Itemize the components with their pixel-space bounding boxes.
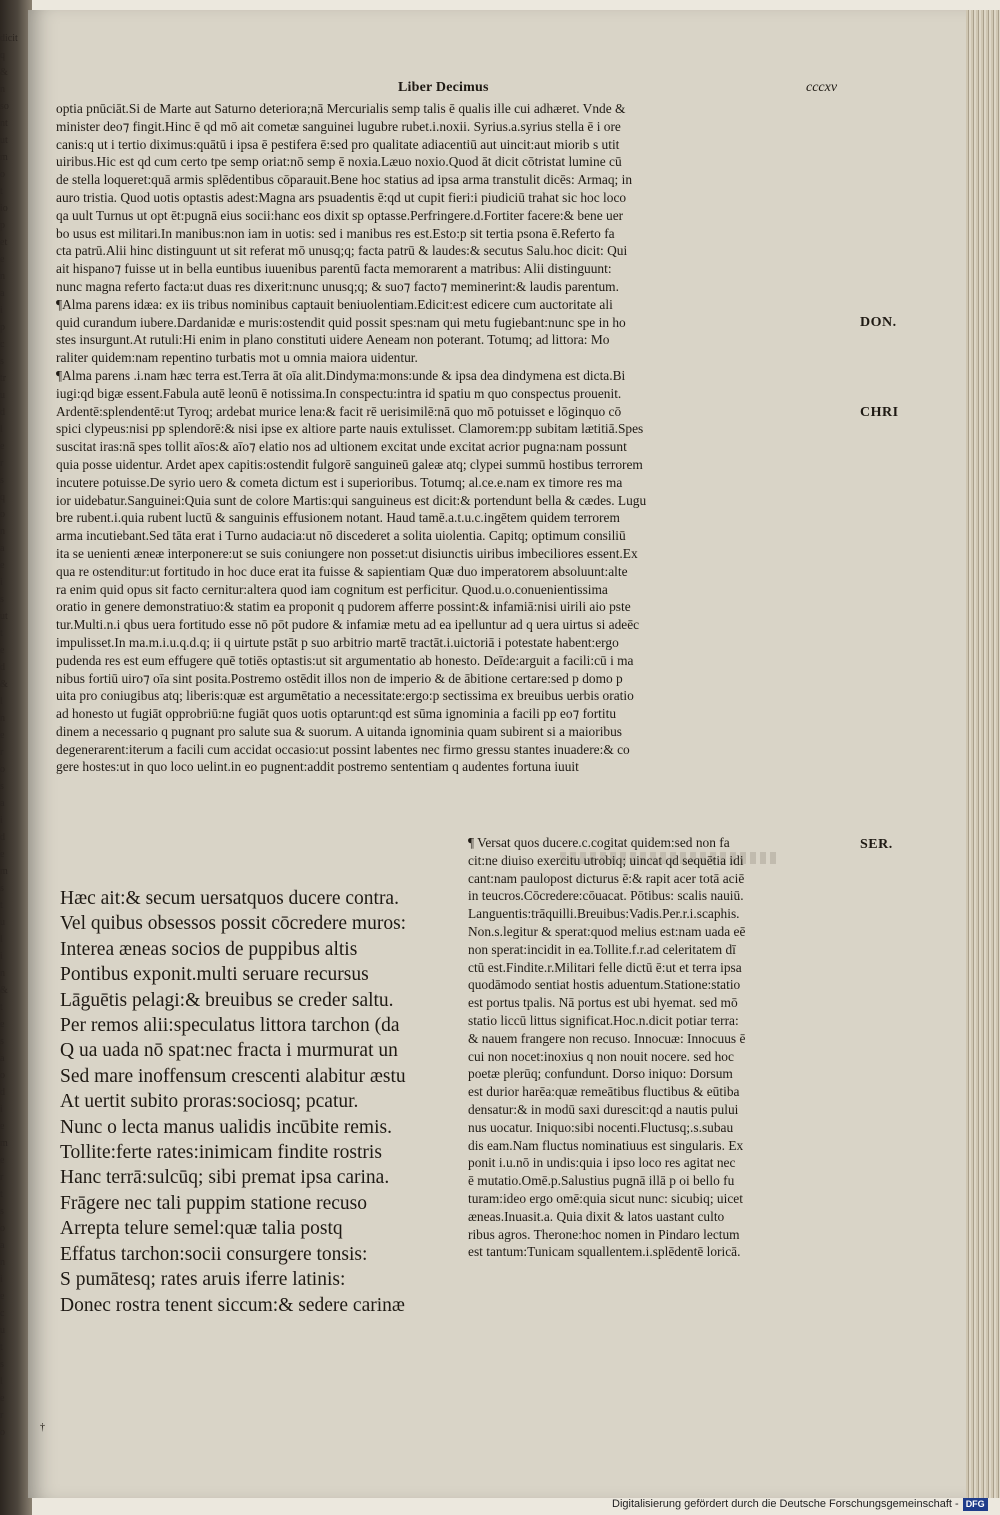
previous-page-fragment: i [0,951,3,962]
servius-line: densatur:& in modū saxi durescit:qd a nautis pului [468,1101,739,1117]
commentary-line: ad honesto ut fugiāt opprobriū:ne fugiāt quos uotis optarunt:qd est sūma ignominia a facili pp eo⁊ fortitu [56,706,617,722]
verse-line: S pumātesq; rates aruis iferre latinis: [60,1269,346,1291]
verse-line: Q ua uada nō spat:nec fracta i murmurat un [60,1040,398,1062]
previous-page-fragment: s [0,1359,4,1370]
previous-page-fragment: s [0,883,4,894]
servius-line: est portus tpalis. Nā portus est ubi hyemat. sed mō [468,995,738,1011]
previous-page-fragment: l [0,424,3,435]
servius-line: Non.s.legitur & sperat:quod melius est:nam uada eē [468,923,746,939]
servius-line: dis eam.Nam fluctus nominatiuus est singularis. Ex [468,1137,744,1153]
small-mark: † [40,1422,45,1433]
previous-page-fragment: e [0,645,5,656]
verse-line: Per remos alii:speculatus littora tarchon (da [60,1015,400,1037]
previous-page-fragment: ut [0,135,8,146]
previous-page-fragment: a [0,288,5,299]
previous-page-fragment: o [0,1223,5,1234]
footer-text: Digitalisierung gefördert durch die Deutsche Forschungsgemeinschaft - [612,1498,959,1510]
previous-page-fragment: i [0,577,3,588]
servius-line: ¶ Versat quos ducere.c.cogitat quidem:sed non fa [468,835,730,850]
servius-line: non sperat:incidit in ea.Tollite.f.r.ad celeritatem dī [468,941,736,957]
previous-page-fragment: t [0,1189,3,1200]
previous-page-fragment: d [0,407,5,418]
commentary-line: iugi:qd bigæ essent.Fabula autē leonū ē notissima.In conspectu:intra id spatiu m quo conspectus prouenit. [56,385,622,401]
servius-line: ribus agros. Therone:hoc nomen in Pindaro lectum [468,1226,740,1242]
verse-line: Tollite:ferte rates:inimicam findite rostris [60,1142,382,1164]
previous-page-fragment: p [0,220,5,231]
commentary-line: uita pro coniugibus atq; liberis:quæ est argumētatio a necessitate:ergo:p sectissima ex breuibus uerbis oratio [56,688,634,704]
previous-page-fragment: o [0,1427,5,1438]
commentary-line: arma incutiebant.Sed tāta erat i Turno audacia:ut nō discederet a solita uiolentia. Capitq; optimum consiliū [56,528,626,544]
previous-page-fragment: t [0,628,3,639]
commentary-line: canis:q ut i tertio diximus:quātū i ipsa ē pestifera ē:sed pro qualitate adiacentiū aut uincit:aut miorib s utit [56,136,620,152]
commentary-line: optia pnūciāt.Si de Marte aut Saturno deteriora;nā Mercurialis semp talis ē qualis ille cui adhæret. Vnde & [56,101,626,116]
previous-page-fragment: n [0,1257,5,1268]
previous-page-fragment: e [0,1155,5,1166]
previous-page-fragment: a [0,798,5,809]
previous-page-fragment: t [0,1002,3,1013]
verse-line: Sed mare inoffensum crescenti alabitur æstu [60,1065,406,1087]
previous-page-fragment: l [0,696,3,707]
previous-page-fragment: d [0,662,5,673]
commentary-line: bo usus est militari.In manibus:non iam in uotis: sed i manibus res est.Esto:p sit tertia psona ē.Referto fa [56,225,615,241]
previous-page-fragment: so [0,101,9,112]
previous-page-fragment: u [0,917,5,928]
previous-page-fragment: m [0,1138,8,1149]
previous-page-fragment: et [0,237,8,248]
verse-line: Nunc o lecta manus ualidis incūbite remis. [60,1116,392,1138]
commentary-line: Ardentē:splendentē:ut Tyroq; ardebat murice lena:& facit rē uerisimilē:nā quo mō potuisset e lōginquo cō [56,403,622,419]
previous-page-fragment: l [0,934,3,945]
previous-page-fragment: a [0,1240,5,1251]
previous-page-fragment: l [0,1376,3,1387]
previous-page-fragment: s [0,781,4,792]
previous-page-fragment: e [0,254,5,265]
commentary-line: suscitat iras:nā spes tollit aīos:& aīo⁊ elatio nos ad ultionem excitat unde excitat acrior pugna:nam possunt [56,439,627,455]
commentary-line: impulisset.In ma.m.i.u.q.d.q; ii q uirtute pstāt p suo arbitrio martē tractāt.i.uictoriā i potestate habent:ergo [56,634,619,650]
commentary-line: incutere potuisse.De syrio uero & cometa dictum est i superioribus. Totumq; al.ce.e.nam ex timore res ma [56,474,623,490]
previous-page-fragment: e [0,1121,5,1132]
previous-page-fragment: dicit [0,33,18,44]
previous-page-fragment: a [0,1053,5,1064]
commentary-line: nibus fortiū uiro⁊ oīa sint posita.Postremo ostēdit illos non de imperio & de ābitione certare:sed p domo p [56,670,623,686]
servius-line: Languentis:trāquilli.Breuibus:Vadis.Per.r.i.scaphis. [468,906,740,922]
verse-line: Vel quibus obsessos possit cōcredere muros: [60,913,407,935]
servius-line: & nauem frangere non recuso. Innocuæ: Innocuus ē [468,1030,746,1046]
previous-page-fragment: e [0,441,5,452]
running-head: Liber Decimus [398,80,489,95]
servius-line: est tantum:Tunicam squallentem.i.splēdentē loricā. [468,1244,741,1260]
commentary-line: dinem a necessario q pugnant pro salute sua & suorum. A uitanda ignominia quam subirent si a maioribus [56,723,623,739]
previous-page-fragment: c [0,339,5,350]
previous-page-fragment: i [0,305,3,316]
previous-page-fragment: & [0,679,8,690]
previous-page-fragment: u [0,1325,5,1336]
servius-line: poetæ plerūq; confundunt. Dorso iniquo: Dorsum [468,1066,733,1082]
previous-page-fragment: e [0,1019,5,1030]
previous-page-fragment: r [0,1172,4,1183]
commentary-line: nunc magna referto facta:ut duas res dixerit:nunc unusq;q; & suo⁊ facto⁊ meminerint:& laudis parentum. [56,278,619,294]
commentary-line: raliter quidem:nam repentino turbatis mot u omnia maiora uidentur. [56,350,418,366]
previous-page-fragment: r [0,458,4,469]
commentary-line: bre rubent.i.quia rubent luctū & sanguinis effusionem notant. Haud tamē.a.t.u.c.ingētem quidem terrorem [56,510,620,526]
previous-page-fragment: c [0,1308,5,1319]
folio-number: cccxv [806,80,838,95]
commentary-line: auro tristia. Quod uotis optastis adest:Magna ars psuadentis ē:qd ut cupit fieri:i piudiciū trahat sic hoc loco [56,189,627,205]
commentary-line: minister deo⁊ fingit.Hinc ē qd mō ait cometæ sanguinei lugubre rubet.i.noxii. Syrius.a.syrius stella ē i ore [56,118,621,134]
commentary-line: cta patrū.Alii hinc distinguunt ut sit referat mō unusq;q; facta patrū & laudes:& secutus Salu.hoc dicit: Qui [56,243,628,259]
commentary-line: ¶Alma parens idæa: ex iis tribus nominibus captauit beniuolentiam.Edicit:est edicere cum auctoritate ali [56,296,613,312]
previous-page-fragment: u [0,390,5,401]
previous-page-fragment: m [0,152,8,163]
verse-line: Pontibus exponit.multi seruare recursus [60,964,369,986]
previous-page-fragment: q [0,50,5,61]
previous-page-fragment: s [0,1206,4,1217]
servius-line: cit:ne diuiso exercitu utrobiq; uincat qd sequētia idi [468,852,744,868]
previous-page-fragment: i [0,1274,3,1285]
commentary-line: de stella loqueret:quā armis splēdentibus cōparauit.Bene hoc statius ad ipsa arma transtulit dicēs: Armaq; in [56,172,633,188]
commentary-line: degenerarent:iterum a facili cum accidat occasio:ut possint labentes nec firmo gressu stantes inuadere:& co [56,741,630,757]
previous-page-fragment: n [0,713,5,724]
previous-page-fragment: n [0,271,5,282]
verse-line: Donec rostra tenent siccum:& sedere carinæ [60,1294,405,1316]
commentary-line: uiribus.Hic est qd cum certo tpe semp oriat:nō semp ē noxia.Læuo noxio.Quod āt dicit cōtristat lumine cū [56,154,622,170]
siglum-chri: CHRI [860,405,899,420]
previous-page-fragment: n [0,526,5,537]
previous-page-fragment: i [0,815,3,826]
previous-page-fragment: e [0,1393,5,1404]
servius-line: cant:nam paulopost dicturus ē:& rapit acer totā aciē [468,870,745,886]
previous-page-fragment: s [0,356,4,367]
previous-page-fragment: i [0,1104,3,1115]
verse-line: At uertit subito proras:sociosq; pcatur. [60,1091,359,1113]
previous-page-fragment: n [0,84,5,95]
siglum-don: DON. [860,315,897,330]
previous-page-fragment: o [0,169,5,180]
previous-page-fragment: ut [0,611,8,622]
previous-page-fragment: e [0,560,5,571]
previous-page-fragment: s [0,475,4,486]
commentary-line: tur.Multi.n.i qbus uera fortitudo esse nō pōt pudore & infamiæ metu ad ea ipelluntur ad q uera uirtus si adeēc [56,617,640,633]
commentary-line: quia posse uidentur. Ardet apex capitis:ostendit fulgorē sanguineū galeæ atq; clypei summū hostibus terrorem [56,456,643,472]
previous-page-fragment: s [0,594,4,605]
previous-page-fragment: n [0,968,5,979]
commentary-line: qua re ostenditur:ut fortitudo in hoc duce erat ita fuisse & sapientiam Quæ duo imperatorem absoluunt:alte [56,563,628,579]
digitization-footer [612,1498,988,1511]
servius-line: nus uocatur. Iniquo:sibi nocenti.Fluctusq;.s.subau [468,1119,734,1135]
commentary-line: gere hostes:ut in quo loco uelint.in eo pugnent:addit postremo sententiam q audentes fortuna iuuit [56,759,579,775]
servius-line: æneas.Inuasit.a. Quia dixit & latos uastant culto [468,1208,725,1224]
commentary-line: ior uidebatur.Sanguinei:Quia sunt de colore Martis:qui sanguineus est dicit:& portendunt bella & cædes. Lugu [56,492,647,508]
previous-page-fragment: o [0,1070,5,1081]
servius-line: statio liccū littus significat.Hoc.n.dicit potiar terra: [468,1012,739,1028]
commentary-line: spici clypeus:nisi pp splendorē:& nisi ipse ex altiore parte nauis extulisset. Clamorem:pp subitam lætitiā.Spes [56,421,644,437]
previous-page-fragment: a [0,543,5,554]
servius-line: cui non nocet:inoxius q non nouit nocere. sed hoc [468,1048,734,1064]
previous-page-fragment: r [0,747,4,758]
servius-line: ctū est.Findite.r.Militari felle dictū ē:ut et terra ipsa [468,959,742,975]
previous-page-fragment: & [0,985,8,996]
verse-line: Lāguētis pelagi:& breuibus se creder saltu. [60,989,394,1011]
previous-page-fragment: & [0,67,8,78]
previous-page-fragment: t [0,186,3,197]
previous-page-fragment: d [0,1087,5,1098]
verse-line: Interea æneas socios de puppibus altis [60,938,358,960]
commentary-line: ¶Alma parens .i.nam hæc terra est.Terra āt oīa alit.Dindyma:mons:unde & ipsa dea dindymena est dicta.Bi [56,367,626,383]
servius-commentary-block [468,834,856,1261]
commentary-line: ita se uenienti æneæ interponere:ut se suis coniungere non posset:ut disiunctis uiribus imbeciliores essent.Ex [56,545,638,561]
verse-line: Frāgere nec tali puppim statione recuso [60,1192,368,1214]
previous-page-fragment: e [0,1291,5,1302]
servius-line: turam:ideo ergo omē:quia sicut nunc: sicubiq; uicet [468,1190,743,1206]
previous-page-fragment: p [0,322,5,333]
siglum-ser: SER. [860,837,893,852]
verse-line: Hanc terrā:sulcūq; sibi premat ipsa carina. [60,1167,390,1189]
verse-line: Arrepta telure semel:quæ talia postq [60,1218,343,1240]
previous-page-fragment: t [0,900,3,911]
verse-line: Hæc ait:& secum uersatquos ducere contra. [60,888,399,909]
previous-page-fragment: nt [0,118,8,129]
servius-line: est durior harēa:quæ remeātibus fluctibus & eūtiba [468,1084,740,1100]
previous-page-fragment: t [0,1342,3,1353]
servius-line: in teucros.Cōcredere:cōuacat. Pōtibus: scalis nauiū. [468,888,744,904]
previous-page-fragment: io [0,203,8,214]
page-edges [966,10,1000,1498]
previous-page-fragment: o [0,509,5,520]
previous-page-fragment: e [0,849,5,860]
previous-page-fragment: tr [0,373,7,384]
commentary-line: oratio in genere demonstratiuo:& statim ea proponit q pudorem afferre possint:& infamiā:nisi uirili aio pste [56,599,631,615]
previous-page-edge [0,30,30,1470]
verse-line: Effatus tarchon:socii consurgere tonsis: [60,1243,368,1265]
commentary-line: ait hispano⁊ fuisse ut in bella euntibus iuuenibus parentū facta memorarent a matribus: Alii distinguunt: [56,261,612,277]
previous-page-fragment: m [0,866,8,877]
servius-line: ponit i.u.nō in undis:quia i ipso loco res agitat nec [468,1155,736,1171]
commentary-block [56,100,856,776]
commentary-line: pudenda res est eum effugere quē totiēs optastis:ut sit argumentatio ab honesto. Deīde:arguit a facili:cū i ma [56,652,634,668]
previous-page-fragment: e [0,730,5,741]
commentary-line: stes insurgunt.At rutuli:Hi enim in plano constituti uidere Aeneam non poterant. Totumq; ad littora: Mo [56,332,610,348]
commentary-line: ra enim quid opus sit facto cernitur:altera quod iam cognitum est perficitur. Quod.u.o.conuenientissima [56,581,608,597]
dfg-logo: DFG [963,1498,988,1511]
servius-line: quodāmodo sentiat hostis aduentum.Statione:statio [468,977,741,993]
commentary-line: quid curandum iubere.Dardanidæ e muris:ostendit quid possit spes:nam qui metu fugiebant:nunc spe in ho [56,314,626,330]
previous-page-fragment: r [0,1410,4,1421]
previous-page-fragment: d [0,832,5,843]
verse-text-block [60,886,468,1318]
previous-page-fragment: q [0,492,5,503]
commentary-line: qa uult Turnus ut opt ēt:pugnā eius socii:hanc eos dixit sp optasse.Perfringere.d.Fortiter facere:& bene uer [56,207,624,223]
previous-page-fragment: o [0,764,5,775]
servius-line: ē mutatio.Omē.p.Salustius pugnā illā p oi bello fu [468,1173,735,1189]
previous-page-fragment: s [0,1036,4,1047]
